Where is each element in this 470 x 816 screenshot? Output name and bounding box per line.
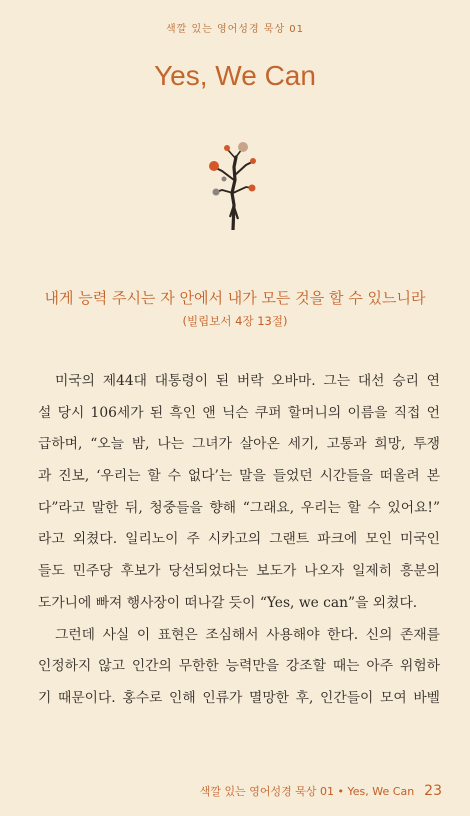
body-line: 라고 외쳤다. 일리노이 주 시카고의 그랜트 파크에 모인 미국인: [38, 531, 440, 548]
page-number: 23: [424, 783, 442, 799]
body-line: 기 때문이다. 홍수로 인해 인류가 멸망한 후, 인간들이 모여 바벨: [38, 689, 440, 706]
body-line: 도가니에 빠져 행사장이 떠나갈 듯이 “Yes, we can”을 외쳤다.: [38, 594, 418, 611]
page-title: Yes, We Can: [154, 60, 316, 91]
body-line: 다”라고 말한 뒤, 청중들을 향해 “그래요, 우리는 할 수 있어요!”: [38, 499, 440, 516]
footer-series: 색깔 있는 영어성경 묵상 01 • Yes, We Can: [199, 785, 415, 798]
body-line: 급하며, “오늘 밤, 나는 그녀가 살아온 세기, 고통과 희망, 투쟁: [38, 436, 440, 453]
body-line: 설 당시 106세가 된 흑인 앤 닉슨 쿠퍼 할머니의 이름을 직접 언: [38, 404, 440, 421]
body-line: 미국의 제44대 대통령이 된 버락 오바마. 그는 대선 승리 연: [55, 373, 440, 389]
verse-reference: (빌립보서 4장 13절): [182, 314, 288, 328]
body-line: 인정하지 않고 인간의 무한한 능력만을 강조할 때는 아주 위험하: [38, 658, 440, 675]
body-line: 들도 민주당 후보가 당선되었다는 보도가 나오자 일제히 흥분의: [38, 563, 440, 580]
body-text: [38, 366, 440, 715]
body-line: 과 진보, ‘우리는 할 수 없다’는 말을 들었던 시간들을 떠올려 본: [38, 468, 440, 485]
bible-verse: 내게 능력 주시는 자 안에서 내가 모든 것을 할 수 있느니라: [44, 289, 426, 307]
tree-illustration-icon: [200, 135, 270, 230]
body-line: 그런데 사실 이 표현은 조심해서 사용해야 한다. 신의 존재를: [55, 626, 440, 643]
page-footer: [200, 783, 442, 799]
series-header: 색깔 있는 영어성경 묵상 01: [165, 24, 305, 35]
